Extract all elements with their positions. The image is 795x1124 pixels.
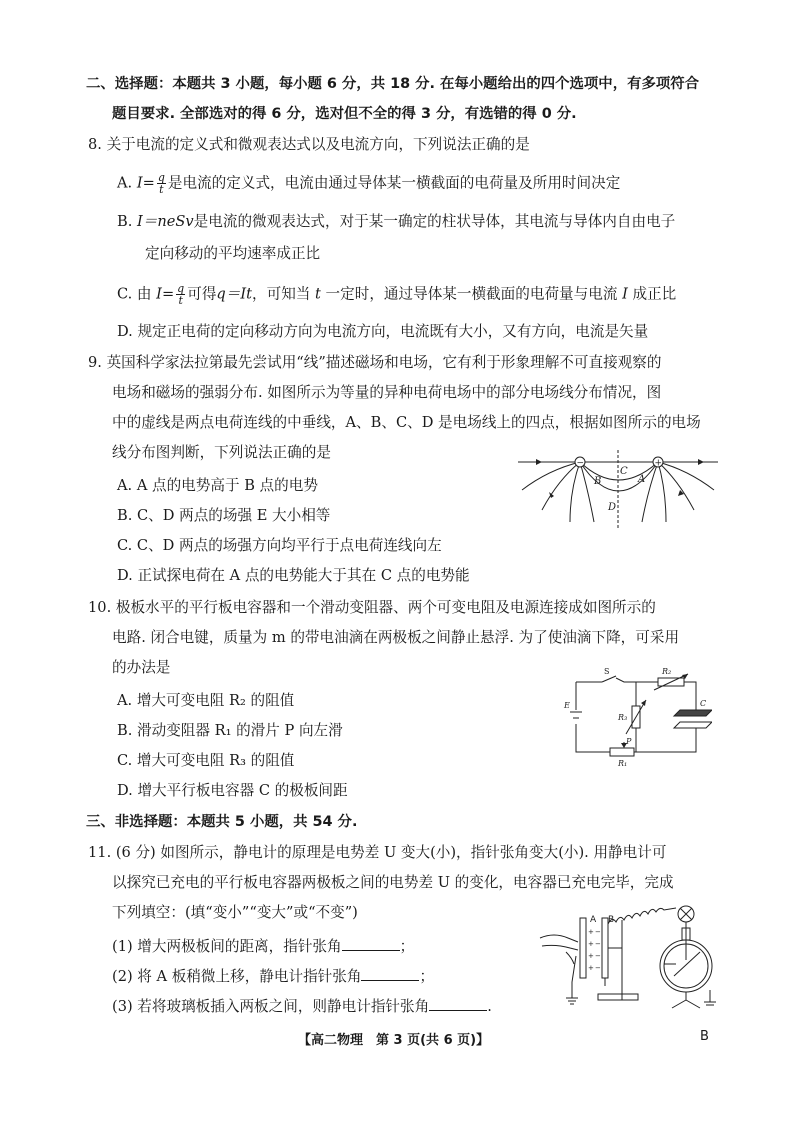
svg-text:+: + — [588, 940, 594, 948]
q9-stem-line-3: 中的虚线是两点电荷连线的中垂线，A、B、C、D 是电场线上的四点，根据如图所示的电场 — [112, 414, 701, 431]
answer-blank-1[interactable] — [342, 936, 400, 951]
svg-text:+: + — [588, 952, 594, 960]
q9-stem-line-2: 电场和磁场的强弱分布. 如图所示为等量的异种电荷电场中的部分电场线分布情况，图 — [112, 384, 662, 401]
point-d-label: D — [608, 502, 617, 513]
page-footer: 【高二物理 第 3 页(共 6 页)】 — [298, 1033, 490, 1048]
point-b-label: B — [594, 476, 602, 487]
svg-text:+: + — [588, 964, 594, 972]
q8-option-c: C. 由 I= $\frac{q}{t}$ 可得q＝It，可知当 t 一定时，通过导体某一横截面的电荷量与电流 I 成正比 — [117, 282, 677, 307]
q9-option-d: D. 正试探电荷在 A 点的电势能大于其在 C 点的电势能 — [117, 567, 470, 584]
plate-a-label: A — [590, 915, 597, 925]
positive-charge-sign: + — [654, 458, 663, 469]
svg-text:−: − — [595, 928, 601, 936]
q8-option-b-line-2: 定向移动的平均速率成正比 — [145, 245, 321, 262]
plate-charge-signs — [588, 928, 601, 972]
point-c-label: C — [620, 466, 628, 477]
hand-icon — [540, 935, 578, 942]
q9-option-b: B. C、D 两点的场强 E 大小相等 — [117, 507, 331, 524]
q9-stem-line-4: 线分布图判断，下列说法正确的是 — [112, 444, 331, 461]
q11-sub-2: (2) 将 A 板稍微上移，静电计指针张角 ； — [112, 968, 435, 985]
slider-label: P — [626, 737, 632, 746]
r1-label: R₁ — [618, 759, 628, 768]
q10-stem-line-3: 的办法是 — [112, 659, 171, 676]
svg-text:−: − — [595, 964, 601, 972]
section-3-heading: 三、非选择题：本题共 5 小题，共 54 分. — [86, 814, 358, 830]
paper-version-label: B — [700, 1029, 709, 1044]
q10-option-c: C. 增大可变电阻 R₃ 的阻值 — [117, 752, 295, 769]
q10-option-a: A. 增大可变电阻 R₂ 的阻值 — [117, 692, 295, 709]
q8-option-d: D. 规定正电荷的定向移动方向为电流方向，电流既有大小，又有方向，电流是矢量 — [117, 323, 649, 340]
q11-stem-line-3: 下列填空：(填“变小”“变大”或“不变”) — [112, 904, 358, 921]
q9-option-a: A. A 点的电势高于 B 点的电势 — [117, 477, 318, 494]
r2-label: R₂ — [662, 667, 672, 676]
svg-text:−: − — [595, 940, 601, 948]
capacitor-label: C — [700, 699, 707, 708]
capacitor-plates — [674, 710, 712, 728]
q8-stem: 8. 关于电流的定义式和微观表达式以及电流方向，下列说法正确的是 — [88, 136, 530, 153]
r3-label: R₃ — [618, 713, 628, 722]
svg-text:+: + — [588, 928, 594, 936]
capacitor-circuit-figure — [562, 664, 712, 770]
negative-charge-sign: − — [576, 458, 585, 469]
q11-sub-3: (3) 若将玻璃板插入两板之间，则静电计指针张角 . — [112, 998, 492, 1015]
answer-blank-3[interactable] — [429, 996, 487, 1011]
svg-text:−: − — [595, 952, 601, 960]
section-2-heading-line-1: 二、选择题：本题共 3 小题，每小题 6 分，共 18 分. 在每小题给出的四个选项中，有多项符合 — [86, 76, 700, 92]
q9-option-c: C. C、D 两点的场强方向均平行于点电荷连线向左 — [117, 537, 442, 554]
electrometer-figure — [536, 898, 722, 1010]
section-2-heading-line-2: 题目要求. 全部选对的得 6 分，选对但不全的得 3 分，有选错的得 0 分. — [112, 106, 577, 122]
q10-option-b: B. 滑动变阻器 R₁ 的滑片 P 向左滑 — [117, 722, 343, 739]
point-a-label: A — [638, 474, 646, 485]
switch-label: S — [604, 667, 610, 676]
q11-stem-line-2: 以探究已充电的平行板电容器两极板之间的电势差 U 的变化，电容器已充电完毕，完成 — [112, 874, 674, 891]
q9-stem-line-1: 9. 英国科学家法拉第最先尝试用“线”描述磁场和电场，它有利于形象理解不可直接观察的 — [88, 354, 662, 371]
q10-stem-line-1: 10. 极板水平的平行板电容器和一个滑动变阻器、两个可变电阻及电源连接成如图所示的 — [88, 599, 656, 616]
electric-field-lines-figure — [518, 450, 718, 532]
q8-option-b: B. I＝neSv是电流的微观表达式，对于某一确定的柱状导体，其电流与导体内自由电子 — [117, 213, 676, 230]
q10-option-d: D. 增大平行板电容器 C 的极板间距 — [117, 782, 348, 799]
battery-label: E — [564, 701, 570, 710]
q11-sub-1: (1) 增大两极板间的距离，指针张角 ； — [112, 938, 415, 955]
q8-option-a: A. I= $\frac{q}{t}$ 是电流的定义式，电流由通过导体某一横截面的电荷量及所用时间决定 — [117, 171, 621, 196]
plate-b-label: B — [608, 915, 615, 925]
answer-blank-2[interactable] — [361, 966, 419, 981]
q10-stem-line-2: 电路. 闭合电键，质量为 m 的带电油滴在两极板之间静止悬浮. 为了使油滴下降，可采用 — [112, 629, 680, 646]
q11-stem-line-1: 11. (6 分) 如图所示，静电计的原理是电势差 U 变大(小)，指针张角变大(小). 用静电计可 — [88, 844, 667, 861]
